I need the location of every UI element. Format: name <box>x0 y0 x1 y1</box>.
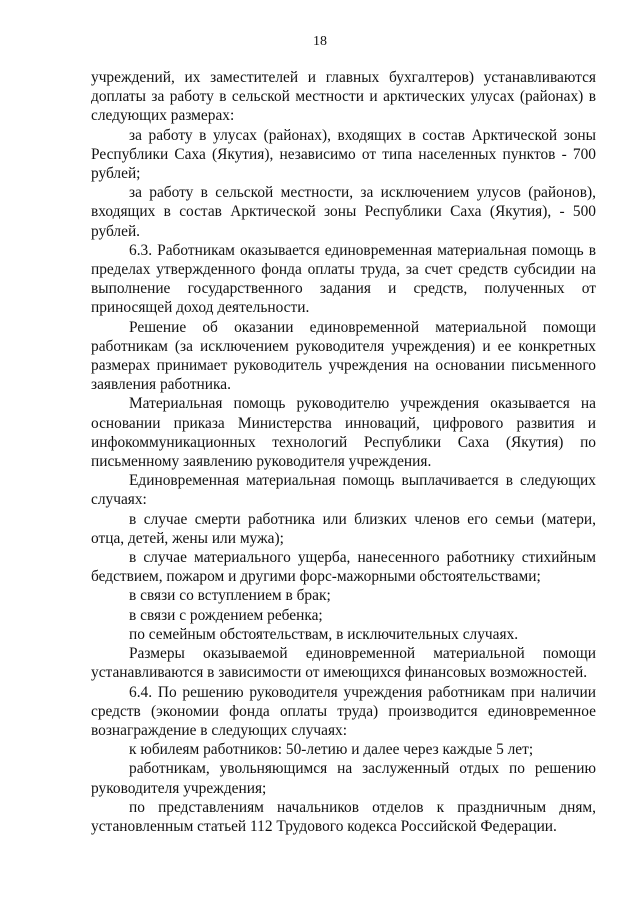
list-item-childbirth: в связи с рождением ребенка; <box>129 606 323 624</box>
paragraph-arctic-allowance: за работу в улусах (районах), входящих в состав Арктической зоны Республики Саха (Якутия), независимо от типа населенных пунктов - 700 рублей; <box>91 126 596 183</box>
document-body <box>91 68 596 836</box>
paragraph-aid-amounts: Размеры оказываемой единовременной материальной помощи устанавливаются в зависимости от имеющихся финансовых возможностей. <box>91 645 596 682</box>
paragraph-head-aid: Материальная помощь руководителю учреждения оказывается на основании приказа Министерства инноваций, цифрового развития и инфокоммуникационных технологий Республики Саха (Якутия) по письменному заявлению руководителя учреждения. <box>91 395 596 471</box>
list-item-retirement: работникам, увольняющимся на заслуженный отдых по решению руководителя учреждения; <box>91 760 596 797</box>
list-item-jubilee: к юбилеям работников: 50-летию и далее через каждые 5 лет; <box>129 741 534 759</box>
list-item-family: по семейным обстоятельствам, в исключительных случаях. <box>129 625 519 643</box>
paragraph-rural-allowance: за работу в сельской местности, за исключением улусов (районов), входящих в состав Арктической зоны Республики Саха (Якутия), - 500 рублей. <box>91 184 596 240</box>
paragraph-section-6-4: 6.4. По решению руководителя учреждения работникам при наличии средств (экономии фонда оплаты труда) производится единовременное вознаграждение в следующих случаях: <box>91 683 596 739</box>
paragraph-aid-cases-intro: Единовременная материальная помощь выплачивается в следующих случаях: <box>91 472 596 509</box>
list-item-death: в случае смерти работника или близких членов его семьи (матери, отца, детей, жены или мужа); <box>91 510 596 547</box>
paragraph-decision-on-aid: Решение об оказании единовременной материальной помощи работникам (за исключением руководителя учреждения) и ее конкретных размерах принимает руководитель учреждения на основании письменного заявления работника. <box>91 318 596 394</box>
list-item-marriage: в связи со вступлением в брак; <box>129 587 331 605</box>
list-item-holidays: по представлениям начальников отделов к праздничным дням, установленным статьей 112 Трудового кодекса Российской Федерации. <box>91 798 596 835</box>
list-item-damage: в случае материального ущерба, нанесенного работнику стихийным бедствием, пожаром и другими форс-мажорными обстоятельствами; <box>91 549 596 586</box>
paragraph-section-6-3: 6.3. Работникам оказывается единовременная материальная помощь в пределах утвержденного фонда оплаты труда, за счет средств субсидии на выполнение государственного задания и средств, полученных от приносящей доход деятельности. <box>91 241 596 317</box>
page-number: 18 <box>313 34 327 49</box>
paragraph-continuation: учреждений, их заместителей и главных бухгалтеров) устанавливаются доплаты за работу в сельской местности и арктических улусах (районах) в следующих размерах: <box>91 69 596 125</box>
